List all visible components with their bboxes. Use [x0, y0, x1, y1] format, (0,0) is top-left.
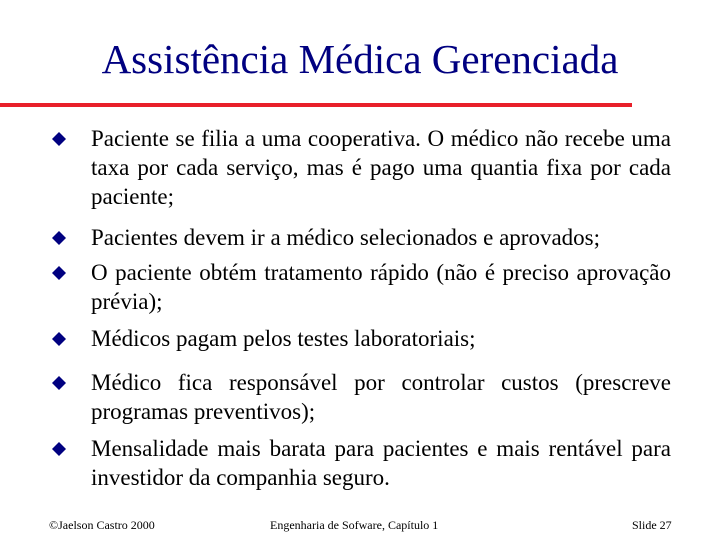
bullet-text: Mensalidade mais barata para pacientes e mais rentável para investidor da companhia seguro.	[91, 436, 671, 490]
bullet-text: Médicos pagam pelos testes laboratoriais;	[91, 326, 476, 351]
bullet-text: Médico fica responsável por controlar custos (prescreve programas preventivos);	[91, 370, 671, 424]
slide-title: Assistência Médica Gerenciada	[101, 36, 619, 82]
footer-slide-number: Slide 27	[632, 518, 672, 532]
bullet-text: O paciente obtém tratamento rápido (não é preciso aprovação prévia);	[91, 260, 671, 314]
footer-course: Engenharia de Sofware, Capítulo 1	[270, 518, 439, 532]
bullet-text: Paciente se filia a uma cooperativa. O médico não recebe uma taxa por cada serviço, mas é pago uma quantia fixa por cada paciente;	[91, 126, 671, 209]
diamond-bullet-icon	[52, 332, 66, 346]
diamond-bullet-icon	[52, 231, 66, 245]
diamond-bullet-icon	[52, 376, 66, 390]
diamond-bullet-icon	[52, 442, 66, 456]
title-underline	[0, 103, 632, 107]
diamond-bullet-icon	[52, 132, 66, 146]
bullet-text: Pacientes devem ir a médico selecionados e aprovados;	[91, 225, 601, 250]
diamond-bullet-icon	[52, 266, 66, 280]
footer-author: ©Jaelson Castro 2000	[49, 518, 155, 532]
